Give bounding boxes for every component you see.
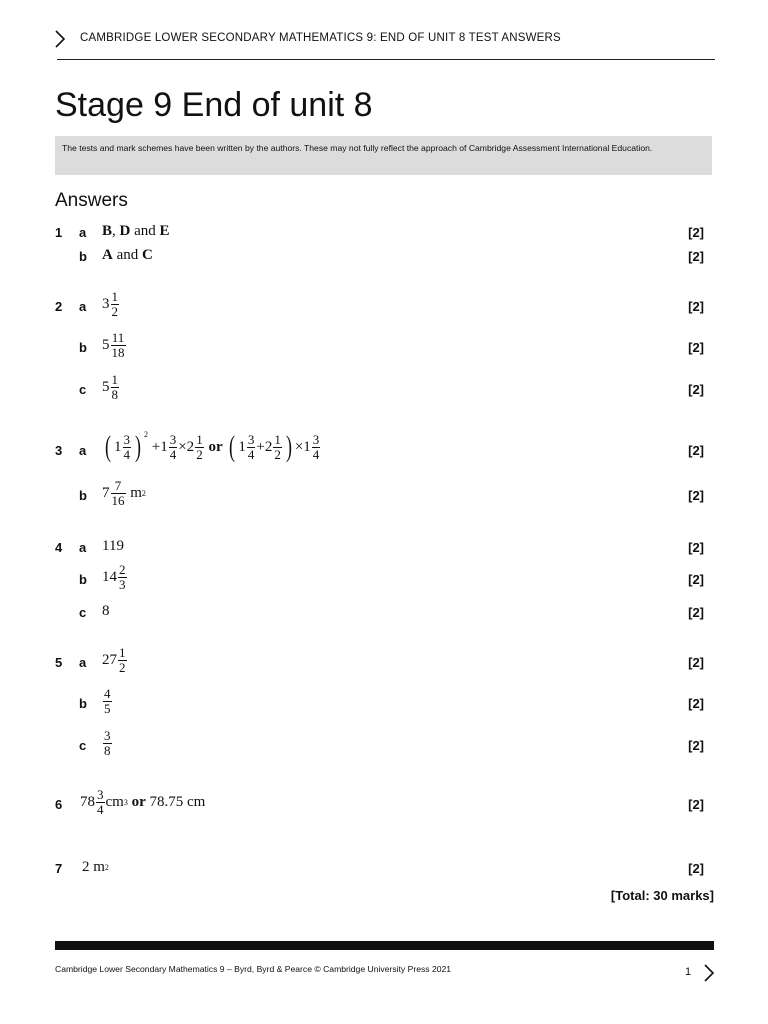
question-number: 4 [55,540,63,555]
question-number: 3 [55,443,63,458]
answer-4a: 119 [102,538,124,554]
part-label: a [79,443,87,458]
question-number: 6 [55,797,63,812]
marks: [2] [688,655,704,670]
part-label: a [79,299,87,314]
chevron-right-icon [702,963,716,983]
answer-1a: B , D and E [102,223,170,239]
marks: [2] [688,340,704,355]
answer-5a: 27 $\frac{1}{2}$ [102,645,126,675]
author-notice: The tests and mark schemes have been written by the authors. These may not fully reflect the approach of Cambridge Assessment International Education. [55,136,712,175]
answer-7: 2 m 2 [82,859,109,875]
marks: [2] [688,443,704,458]
section-heading: Answers [55,190,128,211]
part-label: c [79,382,87,397]
answer-5b: $\frac{4}{5}$ [104,686,111,716]
marks: [2] [688,488,704,503]
chevron-right-icon [52,30,68,48]
answer-2c: 5 $\frac{1}{8}$ [102,372,118,402]
answer-3a: ( 1 $\frac{3}{4}$ ) $^2$ +1 $\frac{3}{4}$ ×2 $\frac{1}{2}$ or ( 1 $\frac{3}{4}$ +2 $\frac{1}{2}$ ) ×1 $\frac{3}{4}$ [105,430,320,463]
answer-2b: 5 $\frac{11}{18}$ [102,330,125,360]
page-number: 1 [685,966,692,978]
marks: [2] [688,249,704,264]
question-number: 1 [55,225,63,240]
answer-4b: 14 $\frac{2}{3}$ [102,562,126,592]
question-number: 7 [55,861,63,876]
marks: [2] [688,382,704,397]
total-marks: [Total: 30 marks] [610,888,714,903]
answer-1b: A and C [102,247,153,263]
footer-rule [55,941,714,950]
marks: [2] [688,605,704,620]
answer-2a: 3 $\frac{1}{2}$ [102,289,118,319]
page-title: Stage 9 End of unit 8 [55,86,373,124]
part-label: a [79,540,87,555]
part-label: c [79,605,87,620]
marks: [2] [688,797,704,812]
marks: [2] [688,299,704,314]
running-header-title: CAMBRIDGE LOWER SECONDARY MATHEMATICS 9: END OF UNIT 8 TEST ANSWERS [80,32,561,44]
part-label: b [79,340,87,355]
marks: [2] [688,540,704,555]
part-label: b [79,249,87,264]
footer-copyright: Cambridge Lower Secondary Mathematics 9 – Byrd, Byrd & Pearce © Cambridge University Press 2021 [55,964,452,974]
answer-3b: 7 $\frac{7}{16}$ m 2 [102,478,146,508]
part-label: a [79,225,87,240]
question-number: 2 [55,299,63,314]
part-label: b [79,572,87,587]
part-label: c [79,738,87,753]
part-label: a [79,655,87,670]
part-label: b [79,488,87,503]
part-label: b [79,696,87,711]
header-rule [57,59,715,60]
marks: [2] [688,572,704,587]
marks: [2] [688,861,704,876]
marks: [2] [688,738,704,753]
answer-4c: 8 [102,603,110,619]
answer-5c: $\frac{3}{8}$ [104,728,111,758]
answer-6: 78 $\frac{3}{4}$ cm 3 or 78.75 cm [80,787,206,817]
question-number: 5 [55,655,63,670]
marks: [2] [688,225,704,240]
marks: [2] [688,696,704,711]
